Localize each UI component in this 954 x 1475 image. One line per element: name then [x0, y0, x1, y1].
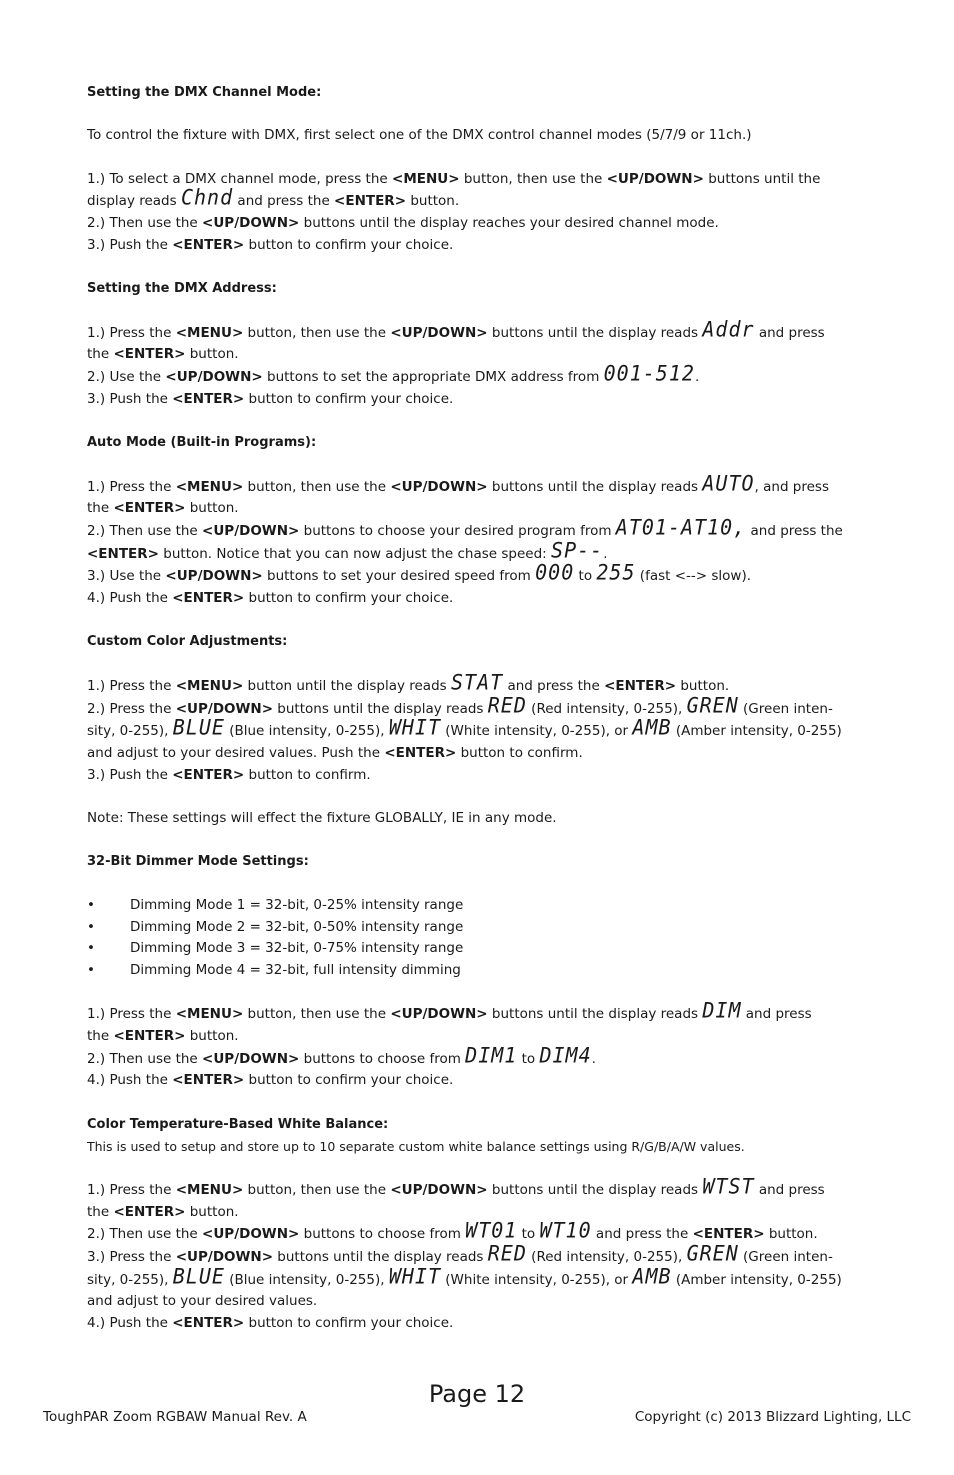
key-label: <UP/DOWN> [175, 700, 274, 717]
key-label: <ENTER> [87, 545, 159, 562]
text-fragment: (White intensity, 0-255), or [441, 723, 633, 740]
text-fragment: button to confirm your choice. [244, 1315, 454, 1332]
text-fragment: and press the [503, 677, 605, 694]
text-fragment: (fast <--> slow). [635, 568, 752, 585]
white-balance-step-2 [87, 1217, 872, 1246]
text-fragment: button, then use the [243, 1006, 391, 1023]
text-fragment: buttons until the [703, 170, 821, 187]
text-fragment: (Amber intensity, 0-255) [671, 723, 842, 740]
text-fragment: buttons until the display reaches your desired channel mode. [299, 215, 719, 232]
key-label: <ENTER> [113, 1028, 186, 1045]
key-label: <UP/DOWN> [390, 1181, 488, 1198]
custom-color-step-2 [87, 691, 872, 765]
text-fragment: buttons until the display reads [487, 1181, 703, 1198]
custom-color-step-1 [87, 669, 872, 698]
text-fragment: buttons until the display reads [487, 1006, 703, 1023]
text-fragment: buttons until the display reads [273, 1249, 488, 1266]
key-label: <ENTER> [113, 346, 186, 363]
text-fragment: buttons to choose your desired program from [299, 522, 616, 539]
text-fragment: button. [764, 1226, 818, 1243]
text-fragment: the [87, 500, 114, 517]
text-fragment: buttons until the display reads [273, 700, 488, 717]
text-fragment: 1.) Press the [87, 1006, 176, 1023]
lcd-display-text: 000 [535, 559, 575, 585]
text-fragment: 1.) Press the [87, 324, 176, 341]
text-fragment: 1.) To select a DMX channel mode, press the [87, 170, 393, 187]
dmx-mode-step-3 [87, 235, 872, 257]
text-fragment: button, then use the [459, 170, 607, 187]
text-fragment: 3.) Push the [87, 390, 173, 407]
text-fragment: (Red intensity, 0-255), [526, 1249, 687, 1266]
lcd-display-text: DIM4 [539, 1042, 592, 1068]
dmx-mode-step-1 [87, 169, 872, 213]
key-label: <ENTER> [172, 590, 245, 607]
text-fragment: and adjust to your desired values. [87, 1293, 318, 1310]
section-heading-dmx-address: Setting the DMX Address: [87, 281, 277, 297]
lcd-display-text: Addr [702, 316, 755, 342]
key-label: <UP/DOWN> [390, 478, 488, 495]
text-fragment: button to confirm your choice. [244, 1072, 454, 1089]
custom-color-step-3 [87, 765, 872, 787]
text-fragment: display reads [87, 193, 181, 210]
text-fragment: the [87, 1203, 114, 1220]
text-fragment: 2.) Then use the [87, 1226, 203, 1243]
text-fragment: . [694, 369, 700, 386]
page-number: Page 12 [428, 1380, 526, 1408]
key-label: <MENU> [175, 478, 244, 495]
key-label: <ENTER> [692, 1226, 765, 1243]
text-fragment: buttons until the display reads [487, 324, 703, 341]
lcd-display-text: STAT [450, 669, 504, 695]
white-balance-intro: This is used to setup and store up to 10 separate custom white balance settings using R/G/B/A/W values. [87, 1138, 745, 1154]
key-label: <MENU> [175, 677, 244, 694]
text-fragment: 2.) Then use the [87, 215, 203, 232]
text-fragment: button to confirm your choice. [244, 236, 454, 253]
text-fragment: to [574, 568, 597, 585]
text-fragment: 3.) Press the [87, 1249, 176, 1266]
text-fragment: (Amber intensity, 0-255) [671, 1271, 842, 1288]
key-label: <UP/DOWN> [202, 215, 300, 232]
section-heading-dmx-mode: Setting the DMX Channel Mode: [87, 85, 322, 100]
text-fragment: button. [185, 1028, 239, 1045]
key-label: <ENTER> [113, 500, 186, 517]
bullet-icon: • [87, 940, 95, 957]
key-label: <ENTER> [113, 1203, 186, 1220]
lcd-display-text: BLUE [172, 714, 225, 740]
lcd-display-text: WHIT [388, 1263, 441, 1289]
lcd-display-text: AMB [632, 1263, 672, 1289]
key-label: <ENTER> [172, 766, 245, 783]
lcd-display-text: SP-- [551, 537, 604, 563]
text-fragment: button. [185, 346, 239, 363]
key-label: <UP/DOWN> [202, 522, 300, 539]
key-label: <UP/DOWN> [165, 568, 263, 585]
text-fragment: Dimming Mode 4 = 32-bit, full intensity dimming [130, 961, 461, 978]
text-fragment: button. Notice that you can now adjust the chase speed: [158, 545, 552, 562]
key-label: <UP/DOWN> [202, 1226, 300, 1243]
bullet-icon: • [87, 918, 95, 935]
text-fragment: Dimming Mode 3 = 32-bit, 0-75% intensity range [130, 940, 464, 957]
text-fragment: 3.) Push the [87, 766, 173, 783]
footer-copyright: Copyright (c) 2013 Blizzard Lighting, LLC [634, 1409, 911, 1425]
section-heading-auto-mode: Auto Mode (Built-in Programs): [87, 435, 317, 451]
key-label: <UP/DOWN> [390, 1006, 488, 1023]
section-heading-custom-color: Custom Color Adjustments: [87, 634, 288, 650]
dmx-address-step-2 [87, 360, 872, 389]
text-fragment: 2.) Use the [87, 369, 166, 386]
dmx-mode-intro: To control the fixture with DMX, first select one of the DMX control channel modes (5/7/9 or 11ch.) [87, 127, 752, 144]
lcd-display-text: WT10 [539, 1217, 592, 1243]
text-fragment: button. [185, 1203, 239, 1220]
text-fragment: to [517, 1226, 540, 1243]
key-label: <ENTER> [172, 236, 245, 253]
text-fragment: and press the [233, 193, 335, 210]
manual-page-content [87, 82, 872, 1335]
text-fragment: and press [754, 1181, 825, 1198]
lcd-display-text: GREN [686, 1240, 739, 1266]
text-fragment: button to confirm your choice. [244, 390, 454, 407]
key-label: <ENTER> [604, 677, 677, 694]
list-item [87, 938, 872, 960]
key-label: <ENTER> [172, 1072, 245, 1089]
text-fragment: buttons to set your desired speed from [262, 568, 536, 585]
text-fragment: 4.) Push the [87, 590, 173, 607]
text-fragment: button. [185, 500, 239, 517]
text-fragment: to [517, 1050, 540, 1067]
key-label: <ENTER> [334, 193, 407, 210]
key-label: <MENU> [175, 1181, 244, 1198]
lcd-display-text: 255 [596, 559, 636, 585]
text-fragment: buttons until the display reads [487, 478, 703, 495]
bullet-icon: • [87, 961, 95, 978]
lcd-display-text: DIM1 [465, 1042, 518, 1068]
text-fragment: buttons to choose from [299, 1226, 466, 1243]
text-fragment: (Blue intensity, 0-255), [224, 1271, 389, 1288]
text-fragment: button, then use the [243, 1181, 391, 1198]
dmx-mode-step-2 [87, 213, 872, 235]
text-fragment: 1.) Press the [87, 1181, 176, 1198]
lcd-display-text: BLUE [172, 1263, 225, 1289]
lcd-display-text: RED [487, 1240, 527, 1266]
white-balance-step-4 [87, 1313, 872, 1335]
auto-mode-step-4 [87, 588, 872, 610]
text-fragment: and adjust to your desired values. Push the [87, 744, 385, 761]
text-fragment: the [87, 1028, 114, 1045]
text-fragment: . [603, 545, 608, 562]
key-label: <UP/DOWN> [606, 170, 704, 187]
text-fragment: 2.) Then use the [87, 1050, 203, 1067]
list-item [87, 895, 872, 917]
text-fragment: buttons to choose from [299, 1050, 466, 1067]
text-fragment: 2.) Press the [87, 700, 176, 717]
key-label: <ENTER> [384, 744, 457, 761]
text-fragment: (White intensity, 0-255), or [441, 1271, 633, 1288]
section-heading-dimmer: 32-Bit Dimmer Mode Settings: [87, 854, 309, 870]
auto-mode-step-3 [87, 559, 872, 588]
key-label: <MENU> [175, 324, 244, 341]
lcd-display-text: GREN [686, 691, 739, 718]
text-fragment: button. [406, 193, 460, 210]
text-fragment: button, then use the [243, 324, 391, 341]
text-fragment: and press the [591, 1226, 693, 1243]
dimmer-step-2 [87, 1042, 872, 1071]
text-fragment: , and press [754, 478, 829, 495]
text-fragment: 3.) Push the [87, 236, 173, 253]
lcd-display-text: 001-512 [603, 360, 695, 386]
text-fragment: (Green inten- [738, 700, 833, 717]
text-fragment: button. [676, 677, 730, 694]
white-balance-step-3 [87, 1240, 872, 1313]
text-fragment: button to confirm. [456, 744, 583, 761]
key-label: <MENU> [175, 1006, 244, 1023]
lcd-display-text: Chnd [180, 184, 234, 211]
key-label: <UP/DOWN> [202, 1050, 300, 1067]
lcd-display-text: WTST [702, 1173, 755, 1199]
lcd-display-text: RED [487, 691, 527, 718]
dimmer-step-1 [87, 997, 872, 1047]
global-settings-note: Note: These settings will effect the fixture GLOBALLY, IE in any mode. [87, 810, 557, 827]
text-fragment: buttons to set the appropriate DMX address from [262, 369, 604, 386]
lcd-display-text: AMB [632, 714, 672, 740]
text-fragment: button, then use the [243, 478, 391, 495]
lcd-display-text: AT01-AT10, [615, 514, 747, 540]
key-label: <MENU> [392, 170, 460, 187]
text-fragment: (Red intensity, 0-255), [526, 700, 687, 717]
bullet-icon: • [87, 896, 95, 913]
auto-mode-step-1 [87, 469, 872, 520]
dmx-address-step-1 [87, 316, 872, 366]
text-fragment: and press [754, 324, 825, 341]
key-label: <UP/DOWN> [175, 1249, 274, 1266]
lcd-display-text: AUTO [702, 469, 755, 496]
text-fragment: sity, 0-255), [87, 1271, 173, 1288]
text-fragment: 2.) Then use the [87, 522, 203, 539]
text-fragment: and press [741, 1006, 812, 1023]
dimmer-step-4 [87, 1070, 872, 1092]
text-fragment: 1.) Press the [87, 478, 176, 495]
list-item [87, 917, 872, 939]
text-fragment: and press the [746, 522, 843, 539]
list-item [87, 960, 872, 982]
key-label: <ENTER> [172, 390, 245, 407]
text-fragment: 4.) Push the [87, 1072, 173, 1089]
lcd-display-text: DIM [702, 997, 742, 1023]
text-fragment: 3.) Use the [87, 568, 166, 585]
text-fragment: the [87, 346, 114, 363]
text-fragment: Dimming Mode 1 = 32-bit, 0-25% intensity range [130, 896, 464, 913]
text-fragment: 4.) Push the [87, 1315, 173, 1332]
key-label: <UP/DOWN> [165, 369, 263, 386]
lcd-display-text: WT01 [465, 1217, 518, 1243]
text-fragment: sity, 0-255), [87, 723, 173, 740]
lcd-display-text: WHIT [388, 714, 441, 740]
text-fragment: . [591, 1050, 596, 1067]
text-fragment: Dimming Mode 2 = 32-bit, 0-50% intensity range [130, 918, 464, 935]
key-label: <UP/DOWN> [390, 324, 488, 341]
text-fragment: (Blue intensity, 0-255), [224, 723, 389, 740]
text-fragment: button to confirm. [244, 766, 371, 783]
footer-manual-title: ToughPAR Zoom RGBAW Manual Rev. A [43, 1409, 307, 1425]
key-label: <ENTER> [172, 1315, 245, 1332]
text-fragment: button to confirm your choice. [244, 590, 454, 607]
auto-mode-step-2 [87, 514, 872, 565]
text-fragment: button until the display reads [243, 677, 451, 694]
dmx-address-step-3 [87, 389, 872, 411]
section-heading-white-balance: Color Temperature-Based White Balance: [87, 1116, 389, 1132]
text-fragment: 1.) Press the [87, 677, 176, 694]
text-fragment: (Green inten- [738, 1249, 833, 1266]
